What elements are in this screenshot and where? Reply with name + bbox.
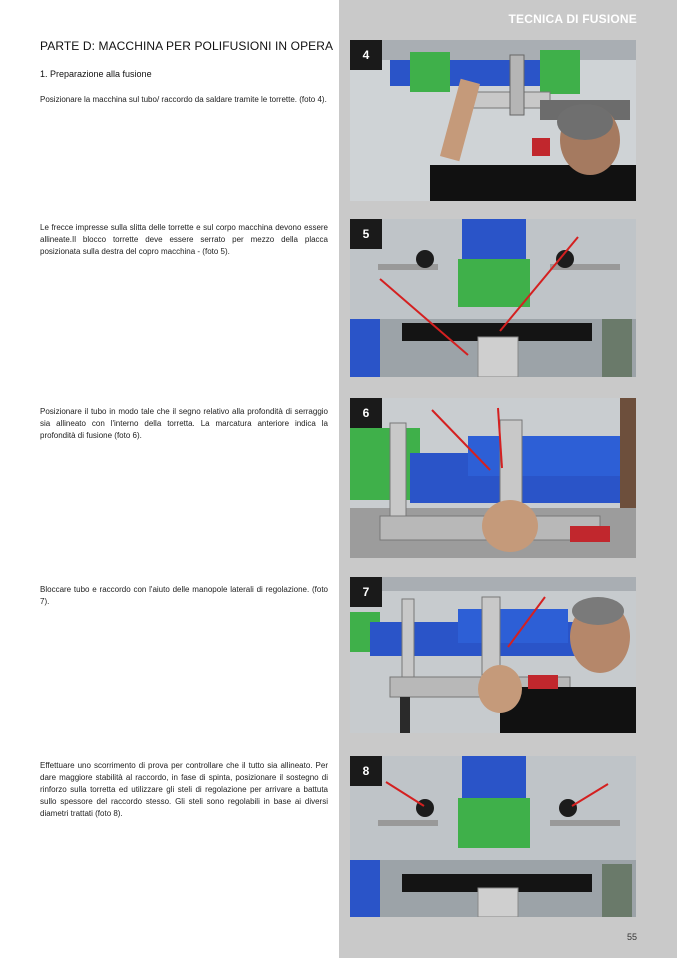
paragraph-foto-7: Bloccare tubo e raccordo con l'aiuto delle manopole laterali di regolazione. (foto 7). [40,585,328,606]
photo-8-image [350,756,636,917]
section-heading: 1. Preparazione alla fusione [40,69,152,79]
photo-number-label: 8 [350,756,382,786]
photo-4 [350,40,636,201]
photo-5 [350,219,636,377]
photo-7 [350,577,636,733]
photo-6 [350,398,636,558]
page-number: 55 [626,932,637,942]
photo-4-image [350,40,636,201]
photo-number-label: 4 [350,40,382,70]
paragraph-foto-8: Effettuare uno scorrimento di prova per controllare che il tutto sia allineato. Per dare maggiore stabilità al raccordo, in fase di spinta, posizionare il sostegno di rinforzo sulla torretta ed utilizzare gli steli di regolazione per arrivare a battuta sullo spessore del raccordo stesso. Gli steli sono regolabili in base ai diversi diametri trattati (foto 8). [40,761,328,818]
part-title: PARTE D: MACCHINA PER POLIFUSIONI IN OPERA [40,39,334,53]
paragraph-foto-6: Posizionare il tubo in modo tale che il segno relativo alla profondità di serraggio sia allineato con l'interno della torretta. La marcatura anteriore indica la profondità di fusione (foto 6). [40,407,328,440]
photo-7-image [350,577,636,733]
photo-number-label: 7 [350,577,382,607]
photo-8 [350,756,636,917]
photo-number-label: 5 [350,219,382,249]
paragraph-foto-4: Posizionare la macchina sul tubo/ raccordo da saldare tramite le torrette. (foto 4). [40,95,327,104]
paragraph-foto-5: Le frecce impresse sulla slitta delle torrette e sul corpo macchina devono essere allineate.Il blocco torrette deve essere serrato per mezzo della placca posizionata sulla destra del copro macchina - (foto 5). [40,223,328,256]
section-header-title: TECNICA DI FUSIONE [508,12,637,26]
photo-5-image [350,219,636,377]
photo-6-image [350,398,636,558]
photo-number-label: 6 [350,398,382,428]
